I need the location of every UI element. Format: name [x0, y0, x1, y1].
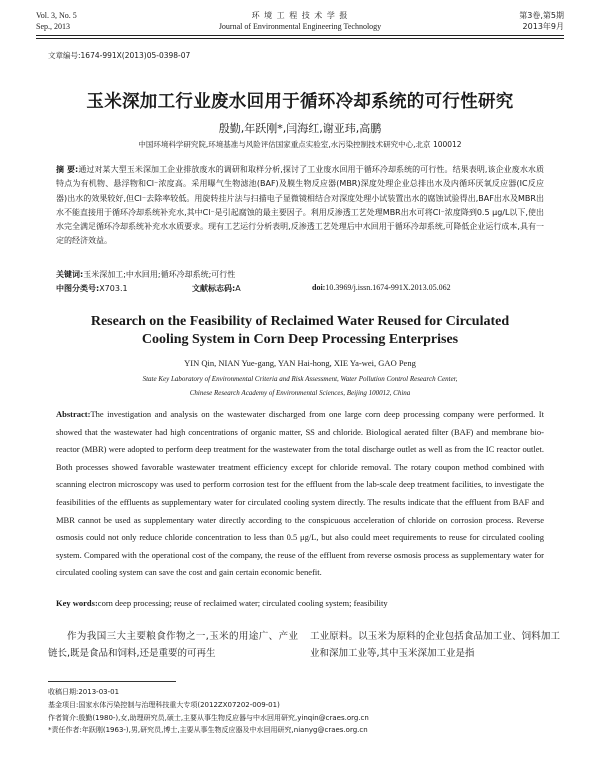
- doi: [312, 283, 451, 292]
- article-id: 文章编号:1674-991X(2013)05-0398-07: [48, 51, 191, 60]
- abstract-en-label: Abstract:: [56, 409, 91, 419]
- keywords-zh-text: 玉米深加工;中水回用;循环冷却系统;可行性: [83, 270, 236, 279]
- title-zh: 玉米深加工行业废水回用于循环冷却系统的可行性研究: [86, 92, 514, 112]
- footnote-author-bio: 作者简介:殷勤(1980-),女,助理研究员,硕士,主要从事生物反应器与中水回用研究,yinqin@craes.org.cn: [48, 713, 369, 722]
- clc-label: 中图分类号:: [56, 284, 100, 293]
- keywords-zh-label: 关键词:: [56, 270, 84, 279]
- footnotes: [48, 686, 369, 737]
- journal-name-en: Journal of Environmental Engineering Technology: [218, 22, 382, 31]
- footnote-received-date: 收稿日期:2013-03-01: [48, 688, 120, 696]
- journal-name-zh: 环 境 工 程 技 术 学 报: [251, 11, 349, 20]
- volume-issue-zh: 第3卷,第5期: [519, 11, 564, 20]
- issue-date: Sep., 2013: [36, 22, 70, 31]
- footnote-funding: 基金项目:国家水体污染控制与治理科技重大专项(2012ZX07202-009-01): [48, 700, 280, 709]
- affiliation-en-line1: State Key Laboratory of Environmental Criteria and Risk Assessment, Water Pollution Control Research Center,: [142, 375, 458, 383]
- clc-number: [56, 283, 128, 294]
- authors-zh: 殷勤,年跃刚*,闫海红,谢亚玮,高鹏: [218, 122, 382, 135]
- abstract-zh-label: 摘 要:: [56, 165, 79, 174]
- header-rule-top: [36, 35, 564, 36]
- abstract-en: [56, 406, 544, 582]
- keywords-zh: [56, 269, 235, 280]
- authors-en: YIN Qin, NIAN Yue-gang, YAN Hai-hong, XIE Ya-wei, GAO Peng: [184, 358, 416, 368]
- body-column-left: 作为我国三大主要粮食作物之一,玉米的用途广、产业链长,既是食品和饲料,还是重要的可再生: [48, 631, 298, 659]
- clc-value: X703.1: [99, 284, 128, 293]
- keywords-en-label: Key words:: [56, 598, 98, 608]
- abstract-zh-text: 通过对某大型玉米深加工企业排放废水的调研和取样分析,探讨了工业废水回用于循环冷却系统的可行性。结果表明,该企业废水水质特点为有机物、悬浮物和Cl⁻浓度高。采用曝气生物滤池(BAF)及膜生物反应器(MBR)深度处理企业总排出水及内循环厌氧反应器(IC反应器)出水的效果较好,但Cl⁻去除率较低。用旋转挂片法与扫描电子显微镜相结合对深度处理小试装置出水的腐蚀试验得出,BAF出水及MBR出水不能直接用于循环冷却系统补充水,其中Cl⁻是引起腐蚀的最主要因子。利用反渗透工艺处理MBR出水可将Cl⁻浓度降到0.5 μg/L以下,使出水完全满足循环冷却系统补充水水质要求。现有工艺运行分析表明,反渗透工艺处理后中水回用于循环冷却系统,可降低企业运行成本,具有一定的经济效益。: [56, 165, 544, 246]
- affiliation-en-line2: Chinese Research Academy of Environmental Sciences, Beijing 100012, China: [189, 389, 411, 397]
- doi-label: doi:: [312, 283, 326, 292]
- issue-date-zh: 2013年9月: [522, 22, 564, 31]
- footnote-separator: [48, 681, 176, 682]
- document-code-value: A: [235, 284, 241, 293]
- document-code-label: 文献标志码:: [192, 284, 236, 293]
- title-en-line1: Research on the Feasibility of Reclaimed Water Reused for Circulated: [90, 314, 510, 329]
- doi-value: 10.3969/j.issn.1674-991X.2013.05.062: [325, 283, 451, 292]
- keywords-en-text: corn deep processing; reuse of reclaimed water; circulated cooling system; feasibility: [97, 598, 388, 608]
- title-en-line2: Cooling System in Corn Deep Processing Enterprises: [141, 332, 459, 347]
- body-column-right: 工业原料。以玉米为原料的企业包括食品加工业、饲料加工业和深加工业等,其中玉米深加工业是指: [310, 631, 560, 659]
- document-code: [192, 283, 241, 294]
- volume-issue: Vol. 3, No. 5: [36, 11, 77, 20]
- abstract-zh: [56, 163, 544, 249]
- abstract-en-text: The investigation and analysis on the wastewater discharged from one large corn deep processing company were performed. It showed that the wastewater had high concentrations of organic matter, SS and chloride. Biological aerated filter (BAF) and membrane bio-reactor (MBR) were adopted to perform deep treatment for the wastewater from the total discharge outlet as well as from the IC reactor outlet. Both processes showed favorable wastewater treatment efficiency except for chloride removal. The rotary coupon method combined with scanning electron microscopy was used to perform corrosion test for the effluent from the lab-scale deep treatment facilities, to investigate the feasibilities of the effluents as supplementary water for circulated cooling system directly. The results indicate that the effluent from BAF and MBR cannot be used as supplementary water directly according to the conspicuous acceleration of chloride on corrosion process. Reverse osmosis could not only reduce chloride concentration to less than 0.5 μg/L, but also could meet requirements to reuse for circulated cooling system. Compared with the operational cost of the company, the reuse of the effluent from reverse osmosis process as supplementary water for circulated cooling system can save the cost and gain certain economic benefit.: [56, 409, 544, 578]
- affiliation-zh: 中国环境科学研究院,环境基准与风险评估国家重点实验室,水污染控制技术研究中心,北京 100012: [138, 140, 462, 149]
- keywords-en: [56, 598, 388, 608]
- footnote-corresponding-author: *责任作者:年跃刚(1963-),男,研究员,博士,主要从事生物反应器及中水回用研究,nianyg@craes.org.cn: [48, 726, 368, 735]
- header-rule-bottom: [36, 38, 564, 39]
